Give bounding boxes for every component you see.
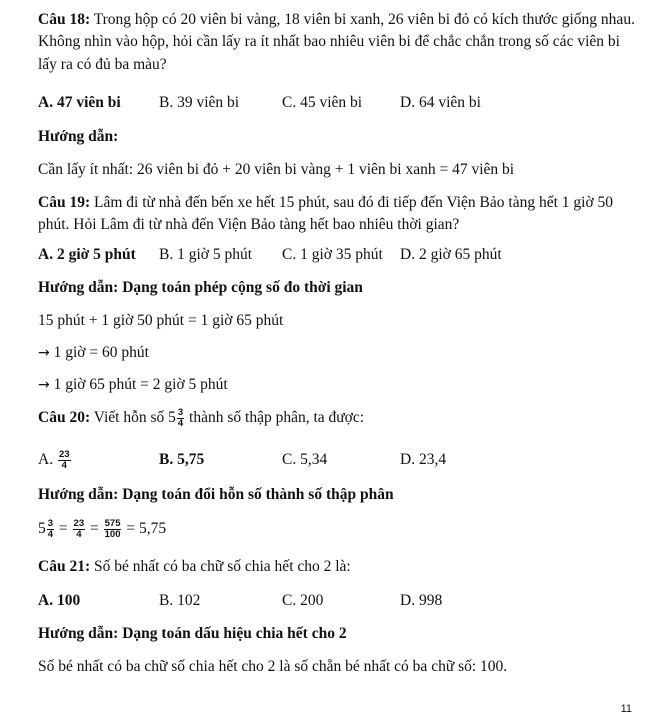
q18-option-c: C. 45 viên bi bbox=[282, 94, 363, 111]
page-number: 11 bbox=[620, 703, 632, 715]
q20-option-b: B. 5,75 bbox=[159, 451, 205, 468]
q20-solution: 5 $\frac{3}{4}$ = $\frac{23}{4}$ = $\frac{575}{100}$ = 5,75 bbox=[38, 517, 167, 540]
q20-line-1: Câu 20: Viết hỗn số 5 $\frac{3}{4}$ thành số thập phân, ta được: bbox=[38, 406, 365, 429]
q20-label: Câu 20: bbox=[38, 409, 91, 426]
q18-guide-title: Hướng dẫn: bbox=[38, 128, 119, 145]
q21-option-a: A. 100 bbox=[38, 592, 81, 609]
q19-option-a: A. 2 giờ 5 phút bbox=[38, 246, 136, 263]
q21-line-1: Câu 21: Số bé nhất có ba chữ số chia hết cho 2 là: bbox=[38, 558, 351, 575]
q18-option-d: D. 64 viên bi bbox=[400, 94, 481, 111]
q20-option-c: C. 5,34 bbox=[282, 451, 328, 468]
solution-fraction-1: $\frac{3}{4}$ bbox=[47, 517, 54, 540]
q18-line-2: Không nhìn vào hộp, hỏi cần lấy ra ít nhất bao nhiêu viên bi để chắc chắn trong số các viên bi bbox=[38, 33, 620, 50]
q20-option-d: D. 23,4 bbox=[400, 451, 447, 468]
mixed-number-fraction: $\frac{3}{4}$ bbox=[177, 406, 184, 429]
q18-line-3: lấy ra có đủ ba màu? bbox=[38, 56, 167, 73]
q19-line-2: phút. Hỏi Lâm đi từ nhà đến Viện Bảo tàng hết bao nhiêu thời gian? bbox=[38, 216, 460, 233]
q20-guide-title: Hướng dẫn: Dạng toán đổi hỗn số thành số thập phân bbox=[38, 486, 394, 503]
q21-option-c: C. 200 bbox=[282, 592, 324, 609]
q18-label: Câu 18: bbox=[38, 11, 91, 28]
q18-line-1: Câu 18: Trong hộp có 20 viên bi vàng, 18 viên bi xanh, 26 viên bi đỏ có kích thước giống nhau. bbox=[38, 11, 635, 28]
q18-option-a: A. 47 viên bi bbox=[38, 94, 121, 111]
q21-label: Câu 21: bbox=[38, 558, 91, 575]
q18-option-b: B. 39 viên bi bbox=[159, 94, 240, 111]
q19-step-3: → 1 giờ 65 phút = 2 giờ 5 phút bbox=[38, 376, 228, 393]
arrow-right-icon: → bbox=[38, 345, 50, 361]
solution-fraction-2: $\frac{23}{4}$ bbox=[73, 517, 85, 540]
q21-option-b: B. 102 bbox=[159, 592, 201, 609]
q19-line-1: Câu 19: Lâm đi từ nhà đến bến xe hết 15 phút, sau đó đi tiếp đến Viện Bảo tàng hết 1 giờ 50 bbox=[38, 194, 614, 211]
q21-guide-title: Hướng dẫn: Dạng toán dấu hiệu chia hết cho 2 bbox=[38, 625, 347, 642]
q18-solution: Cần lấy ít nhất: 26 viên bi đỏ + 20 viên bi vàng + 1 viên bi xanh = 47 viên bi bbox=[38, 161, 515, 178]
q19-guide-title: Hướng dẫn: Dạng toán phép cộng số đo thời gian bbox=[38, 279, 363, 296]
q21-solution: Số bé nhất có ba chữ số chia hết cho 2 là số chẵn bé nhất có ba chữ số: 100. bbox=[38, 658, 508, 675]
q19-option-b: B. 1 giờ 5 phút bbox=[159, 246, 253, 263]
q21-option-d: D. 998 bbox=[400, 592, 443, 609]
q19-step-1: 15 phút + 1 giờ 50 phút = 1 giờ 65 phút bbox=[38, 312, 284, 329]
q19-option-d: D. 2 giờ 65 phút bbox=[400, 246, 502, 263]
option-a-fraction: $\frac{23}{4}$ bbox=[58, 448, 70, 471]
arrow-right-icon: → bbox=[38, 377, 50, 393]
q19-label: Câu 19: bbox=[38, 194, 91, 211]
q19-option-c: C. 1 giờ 35 phút bbox=[282, 246, 383, 263]
solution-fraction-3: $\frac{575}{100}$ bbox=[104, 517, 121, 540]
q20-option-a: A. $\frac{23}{4}$ bbox=[38, 448, 70, 471]
q19-step-2: → 1 giờ = 60 phút bbox=[38, 344, 149, 361]
